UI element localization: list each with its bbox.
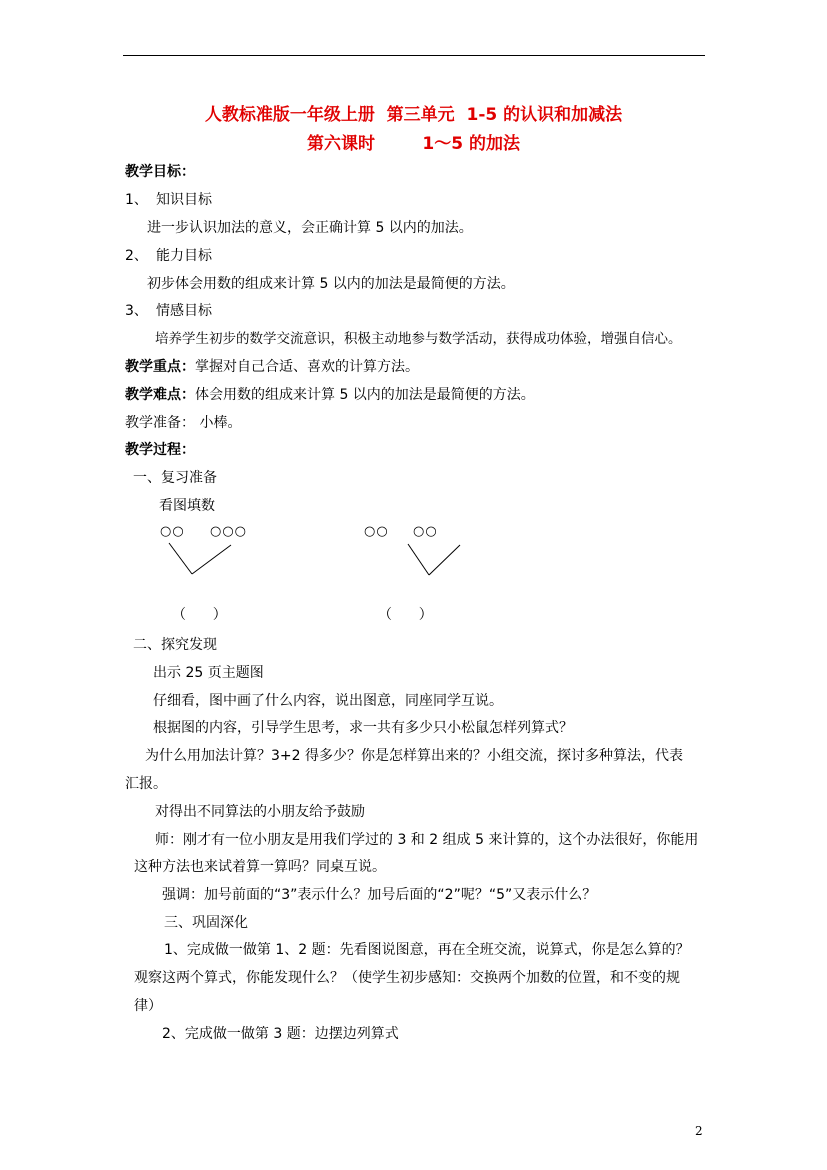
- explore-p5: 对得出不同算法的小朋友给予鼓励: [155, 804, 365, 820]
- fig2-left-circles: ○○: [364, 524, 389, 539]
- fig2-answer-blank: （ ）: [378, 607, 433, 623]
- goal-2-title: 能力目标: [156, 248, 212, 264]
- explore-p1: 出示 25 页主题图: [153, 665, 264, 681]
- consolidate-p2: 2、完成做一做第 3 题：边摆边列算式: [162, 1026, 399, 1042]
- fig1-left-circles: ○○: [160, 524, 185, 539]
- fig1-answer-blank: （ ）: [172, 607, 227, 623]
- explore-p7: 强调：加号前面的“3”表示什么？加号后面的“2”呢？“5”又表示什么？: [162, 887, 597, 903]
- goals-heading: 教学目标：: [125, 164, 195, 180]
- title-line-1: 人教标准版一年级上册 第三单元 1-5 的认识和加减法: [204, 105, 623, 125]
- consolidate-heading: 三、巩固深化: [164, 915, 248, 931]
- teaching-difficulty: [125, 386, 535, 404]
- explore-heading: 二、探究发现: [133, 637, 217, 653]
- explore-p3: 根据图的内容，引导学生思考，求一共有多少只小松鼠怎样列算式？: [153, 720, 573, 736]
- goal-2-text: 初步体会用数的组成来计算 5 以内的加法是最简便的方法。: [147, 276, 515, 292]
- goal-2-number: 2、: [125, 248, 148, 264]
- page-number: 2: [695, 1124, 703, 1138]
- teaching-process-heading: 教学过程：: [125, 442, 195, 458]
- explore-p6-line1: 师：刚才有一位小朋友是用我们学过的 3 和 2 组成 5 来计算的，这个办法很好，你能用: [155, 832, 699, 848]
- teaching-focus: [125, 358, 419, 376]
- fig1-split-lines: [160, 540, 240, 580]
- goal-3-number: 3、: [125, 303, 148, 319]
- teaching-focus-text: 掌握对自己合适、喜欢的计算方法。: [195, 359, 419, 375]
- explore-p6-line2: 这种方法也来试着算一算吗？同桌互说。: [134, 859, 386, 875]
- explore-p4-line1: 为什么用加法计算？3+2 得多少？你是怎样算出来的？小组交流，探讨多种算法，代表: [145, 748, 683, 764]
- goal-1-number: 1、: [125, 192, 148, 208]
- goal-3-title: 情感目标: [156, 303, 212, 319]
- teaching-prep: 教学准备： 小棒。: [125, 415, 242, 431]
- fig2-split-lines: [400, 540, 470, 580]
- header-rule: [123, 55, 705, 56]
- consolidate-p1-line1: 1、完成做一做第 1、2 题：先看图说图意，再在全班交流，说算式，你是怎么算的？: [164, 942, 690, 958]
- goal-1-text: 进一步认识加法的意义，会正确计算 5 以内的加法。: [147, 220, 473, 236]
- review-task: 看图填数: [159, 498, 215, 514]
- teaching-focus-label: 教学重点：: [125, 359, 195, 375]
- goal-3-text: 培养学生初步的数学交流意识，积极主动地参与数学活动，获得成功体验，增强自信心。: [155, 331, 682, 347]
- teaching-difficulty-label: 教学难点：: [125, 387, 195, 403]
- fig2-right-circles: ○○: [413, 524, 438, 539]
- explore-p4-line2: 汇报。: [125, 776, 167, 792]
- goal-1-title: 知识目标: [156, 192, 212, 208]
- title-line-2: 第六课时 1～5 的加法: [307, 134, 520, 154]
- consolidate-p1-line2: 观察这两个算式，你能发现什么？（使学生初步感知：交换两个加数的位置，和不变的规: [134, 970, 680, 986]
- fig1-right-circles: ○○○: [210, 524, 248, 539]
- consolidate-p1-line3: 律）: [134, 998, 162, 1014]
- review-heading: 一、复习准备: [133, 470, 217, 486]
- teaching-difficulty-text: 体会用数的组成来计算 5 以内的加法是最简便的方法。: [195, 387, 535, 403]
- explore-p2: 仔细看，图中画了什么内容，说出图意，同座同学互说。: [153, 693, 503, 709]
